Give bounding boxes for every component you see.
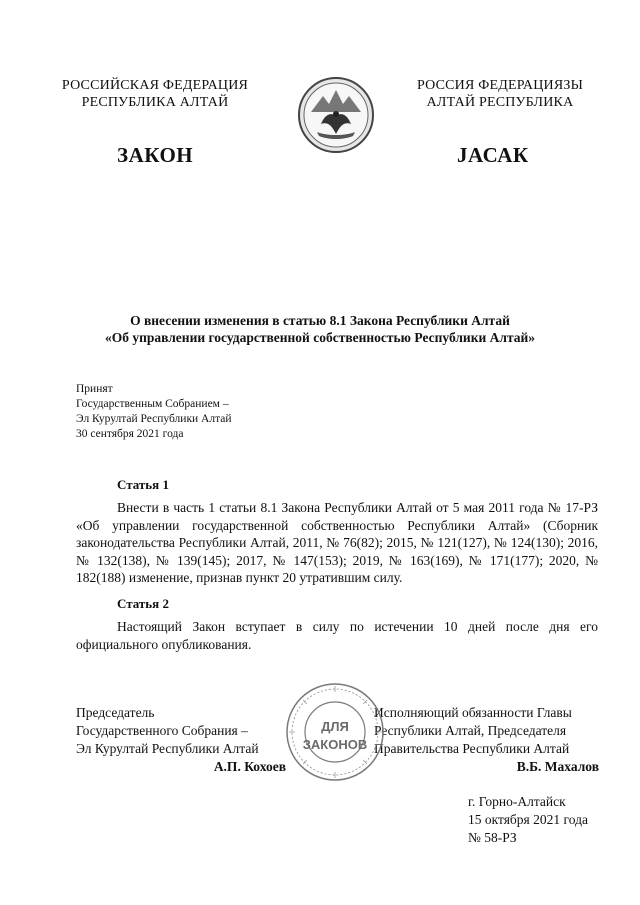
signature-right-line3: Правительства Республики Алтай xyxy=(374,741,570,756)
header-right-line1: РОССИЯ ФЕДЕРАЦИЯЗЫ xyxy=(416,78,584,93)
signature-left-line3: Эл Курултай Республики Алтай xyxy=(76,741,259,756)
footer-block xyxy=(468,793,618,847)
title-line2: «Об управлении государственной собственностью Республики Алтай» xyxy=(104,330,536,345)
adopted-line2: Государственным Собранием – xyxy=(76,398,229,410)
footer-number: № 58-РЗ xyxy=(468,830,517,845)
adopted-line3: Эл Курултай Республики Алтай xyxy=(76,413,232,425)
republic-altai-emblem-icon xyxy=(297,76,375,154)
signature-right-line1: Исполняющий обязанности Главы xyxy=(374,705,572,720)
article2-text: Настоящий Закон вступает в силу по истечении 10 дней после дня его официального опубликования. xyxy=(76,619,598,652)
law-title-left: ЗАКОН xyxy=(117,143,194,167)
signature-right-line2: Республики Алтай, Председателя xyxy=(374,723,567,738)
footer-date: 15 октября 2021 года xyxy=(468,812,588,827)
adopted-line1: Принят xyxy=(76,383,113,395)
header-right xyxy=(385,77,615,111)
stamp-text-line2: ЗАКОНОВ xyxy=(302,737,368,752)
adopted-line4: 30 сентября 2021 года xyxy=(76,428,184,440)
article2-heading: Статья 2 xyxy=(117,596,169,611)
header-left xyxy=(40,77,270,111)
signature-right xyxy=(374,704,599,776)
law-title-right: JАСАК xyxy=(457,143,529,167)
header-left-line1: РОССИЙСКАЯ ФЕДЕРАЦИЯ xyxy=(61,78,249,93)
footer-city: г. Горно-Алтайск xyxy=(468,794,566,809)
signature-right-name: В.Б. Махалов xyxy=(516,759,599,774)
signature-left-name: А.П. Кохоев xyxy=(213,759,286,774)
article1-text: Внести в часть 1 статьи 8.1 Закона Республики Алтай от 5 мая 2011 года № 17-РЗ «Об управлении государственной собственностью Республики Алтай» (Сборник законодательства Республики Алтай, 2011, № 76(82); 2015, № 121(127), № 124(130); 2016, № 132(138), № 139(145); 2017, № 147(153); 2019, № 163(169), № 171(177); 2020, № 182(188) изменение, признав пункт 20 утратившим силу. xyxy=(76,500,598,585)
stamp-text-line1: ДЛЯ xyxy=(321,719,349,734)
title-line1: О внесении изменения в статью 8.1 Закона Республики Алтай xyxy=(130,313,510,328)
document-title xyxy=(40,312,600,346)
signature-left xyxy=(76,704,296,776)
article1-heading: Статья 1 xyxy=(117,477,169,492)
adopted-block xyxy=(76,382,336,442)
signature-left-line2: Государственного Собрания – xyxy=(76,723,248,738)
header-left-line2: РЕСПУБЛИКА АЛТАЙ xyxy=(81,95,229,110)
signature-left-line1: Председатель xyxy=(76,705,155,720)
header-right-line2: АЛТАЙ РЕСПУБЛИКА xyxy=(426,95,574,110)
